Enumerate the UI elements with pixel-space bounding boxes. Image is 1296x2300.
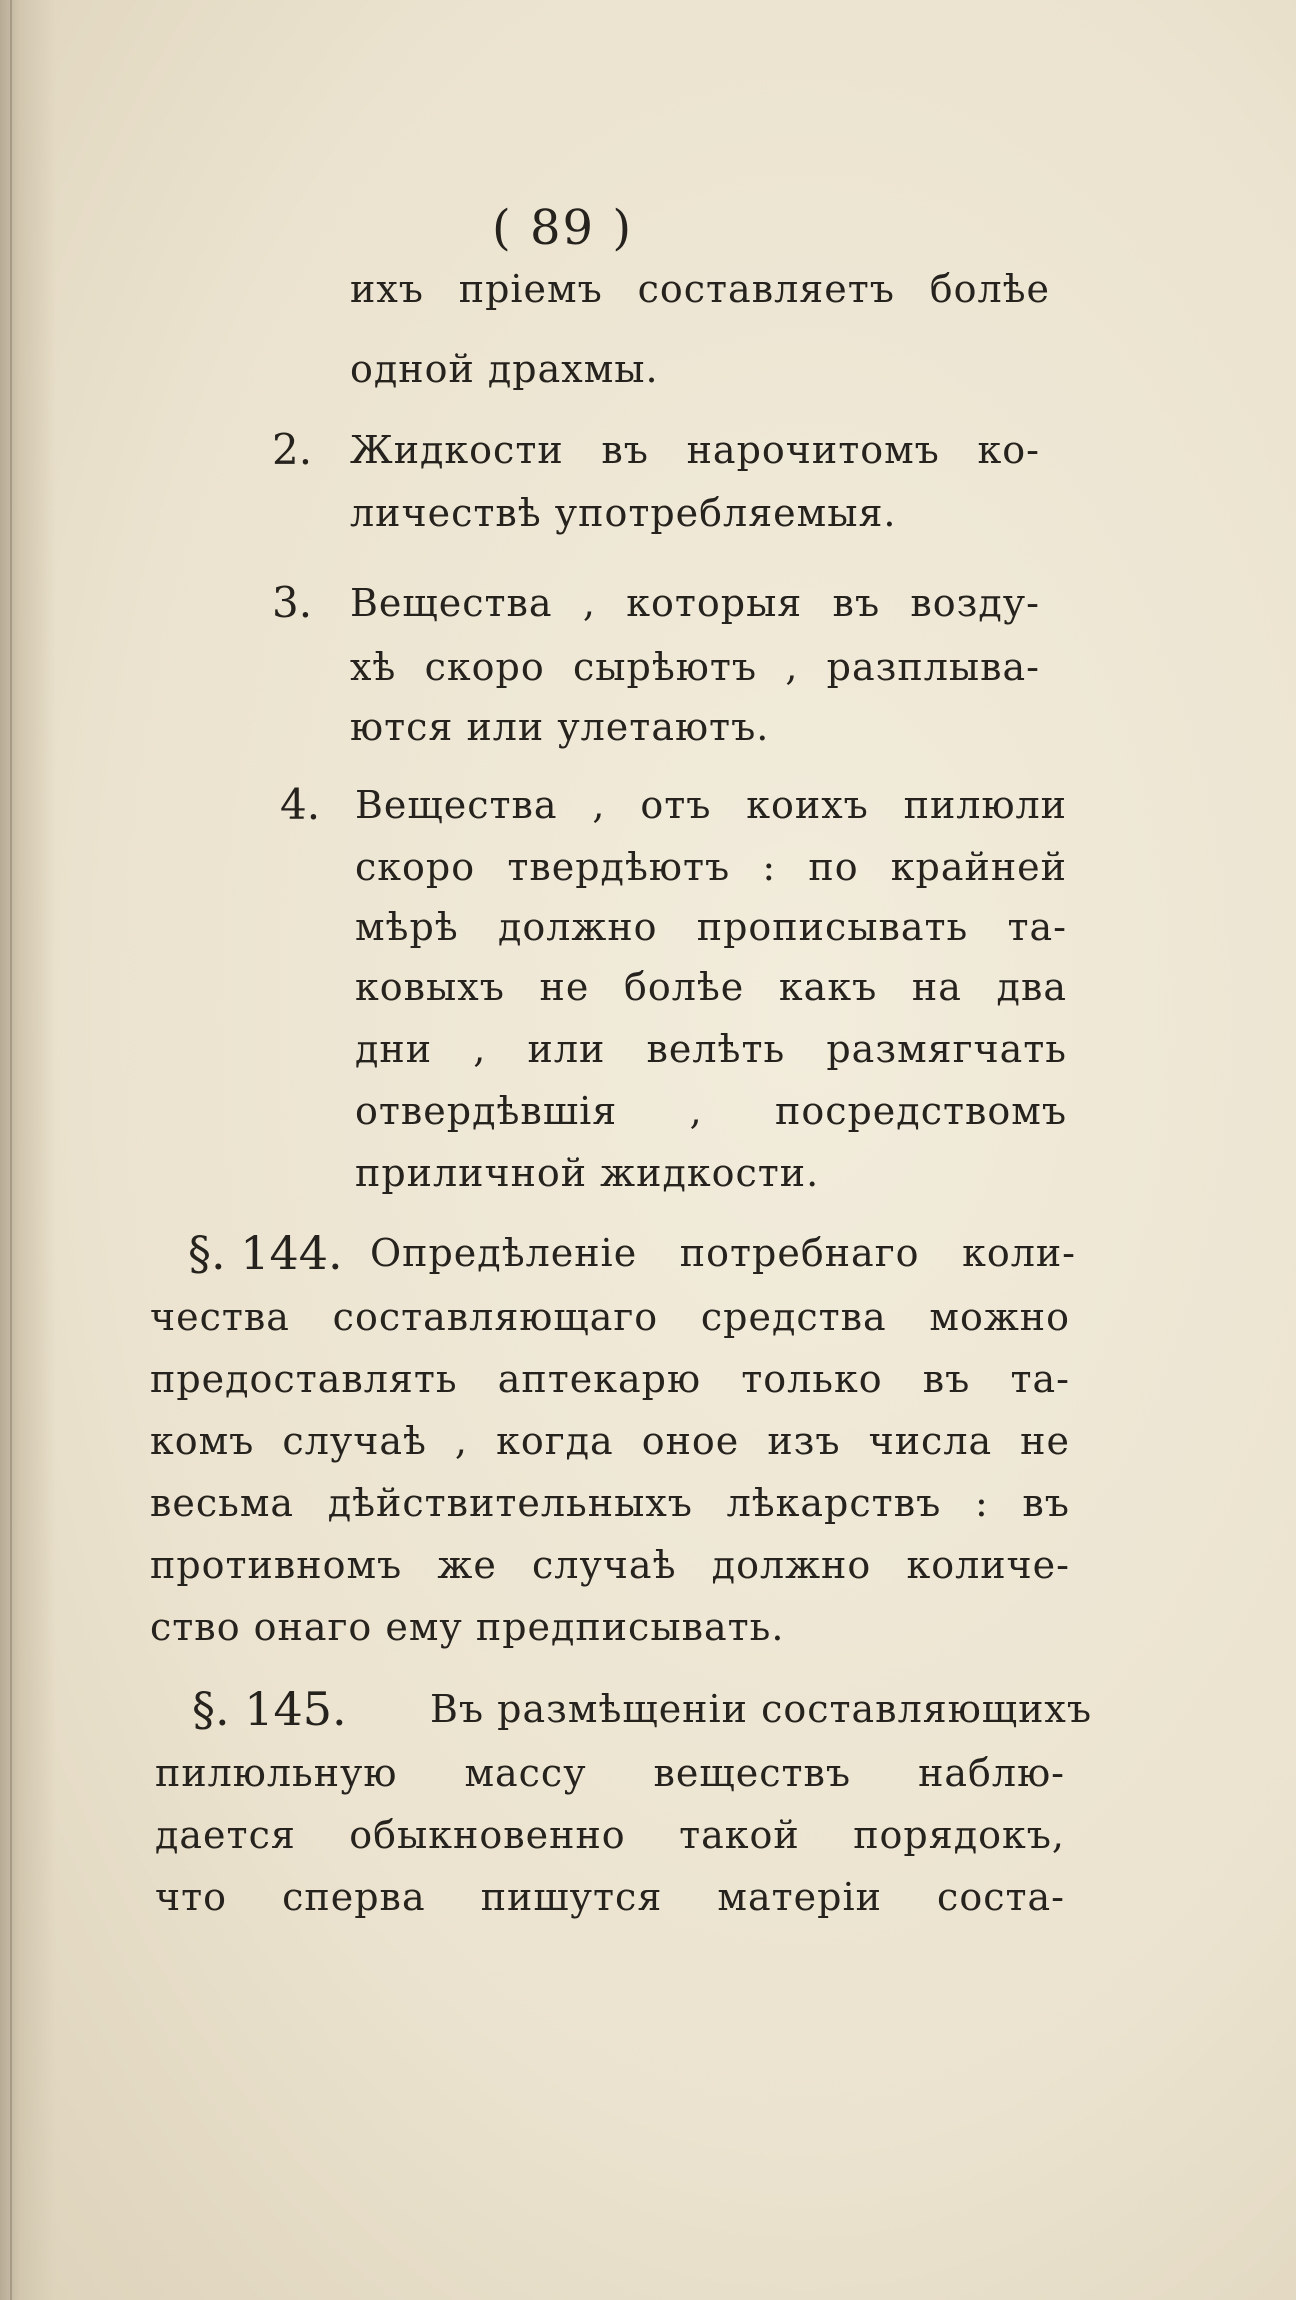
page-number: ( 89 ) xyxy=(492,200,634,256)
section-144-mark: §. 144. xyxy=(188,1226,343,1280)
section-145-first-line: Въ размѣщеніи составляющихъ xyxy=(430,1687,1093,1731)
section-145-line: что сперва пишутся матеріи соста- xyxy=(155,1875,1065,1919)
section-145-line: дается обыкновенно такой порядокъ, xyxy=(155,1813,1065,1857)
intro-line: одной драхмы. xyxy=(350,347,659,391)
list-item-line: Вещества , отъ коихъ пилюли xyxy=(355,783,1067,827)
list-item-line: мѣрѣ должно прописывать та- xyxy=(355,905,1067,949)
list-item-number: 4. xyxy=(280,780,321,829)
list-item-line: отвердѣвшія , посредствомъ xyxy=(355,1089,1067,1133)
list-item-line: ковыхъ не болѣе какъ на два xyxy=(355,965,1067,1009)
section-144-line: ство онаго ему предписывать. xyxy=(150,1605,785,1649)
binding-crease xyxy=(10,0,12,2300)
list-item-line: хѣ скоро сырѣютъ , разплыва- xyxy=(350,645,1040,689)
section-144-line: чества составляющаго средства можно xyxy=(150,1295,1070,1339)
list-item-number: 3. xyxy=(272,578,313,627)
list-item-line: ются или улетаютъ. xyxy=(350,705,770,749)
list-item-line: Вещества , которыя въ возду- xyxy=(350,581,1040,625)
list-item-line: скоро твердѣютъ : по крайней xyxy=(355,845,1067,889)
section-144-line: противномъ же случаѣ должно количе- xyxy=(150,1543,1070,1587)
section-144-line: предоставлять аптекарю только въ та- xyxy=(150,1357,1070,1401)
list-item-line: дни , или велѣть размягчать xyxy=(355,1027,1067,1071)
list-item-line: личествѣ употребляемыя. xyxy=(350,491,897,535)
list-item-number: 2. xyxy=(272,425,313,474)
section-145-line: пилюльную массу веществъ наблю- xyxy=(155,1751,1065,1795)
intro-line: ихъ пріемъ составляетъ болѣе xyxy=(350,267,1050,311)
section-144-line: весьма дѣйствительныхъ лѣкарствъ : въ xyxy=(150,1481,1070,1525)
list-item-line: приличной жидкости. xyxy=(355,1151,820,1195)
section-145-mark: §. 145. xyxy=(192,1682,347,1736)
section-144-first-line: Опредѣленіе потребнаго коли- xyxy=(370,1231,1076,1275)
section-144-line: комъ случаѣ , когда оное изъ числа не xyxy=(150,1419,1070,1463)
binding-gutter xyxy=(0,0,56,2300)
list-item-line: Жидкости въ нарочитомъ ко- xyxy=(350,428,1040,472)
